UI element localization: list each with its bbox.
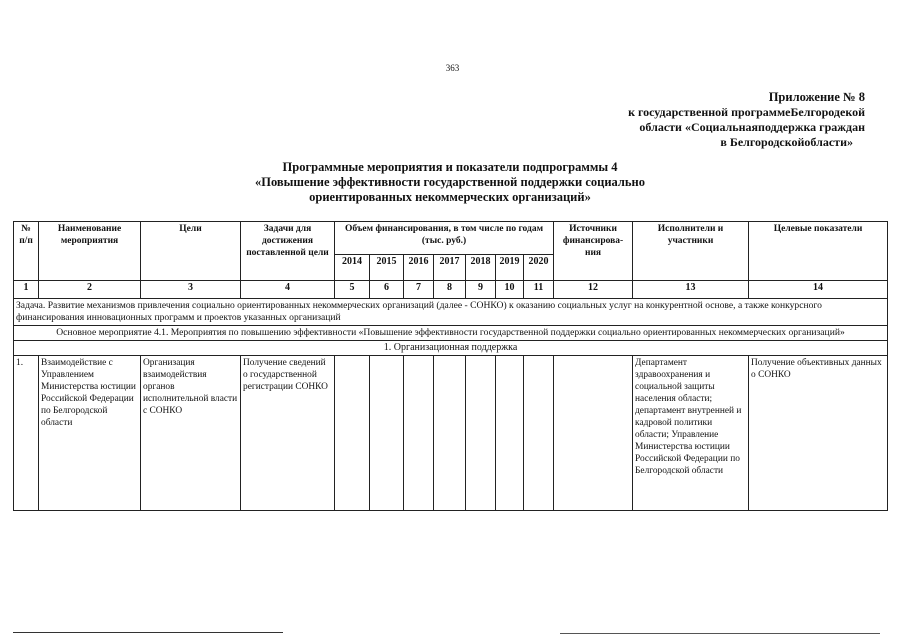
- header-tasks: Задачи для достижения поставленной цели: [241, 222, 335, 281]
- document-title: [200, 160, 700, 205]
- appendix-line-1: Приложение № 8: [768, 90, 865, 104]
- column-number: 11: [524, 281, 554, 299]
- appendix-line-4: в Белгородскойобласти»: [720, 135, 853, 149]
- appendix-line-2: к государственной программеБелгородекой: [628, 105, 865, 119]
- row-num: 1.: [14, 356, 39, 511]
- year-cell: 2014: [335, 255, 370, 281]
- main-event-row: Основное мероприятие 4.1. Мероприятия по повышению эффективности «Повышение эффективности государственной поддержки социально ориентированных некоммерческих организаций»: [14, 326, 888, 341]
- column-number: 3: [141, 281, 241, 299]
- table-row: [14, 356, 888, 511]
- section-row: 1. Организационная поддержка: [14, 341, 888, 356]
- footer-rule-left: [13, 632, 283, 633]
- header-goals: Цели: [141, 222, 241, 281]
- year-cell: 2016: [404, 255, 434, 281]
- footer-rule-right: [560, 633, 880, 634]
- funding-cell: [524, 356, 554, 511]
- header-num: № п/п: [14, 222, 39, 281]
- row-name: Взаимодействие с Управлением Министерства юстиции Российской Федерации по Белгородской области: [39, 356, 141, 511]
- sources-cell: [554, 356, 633, 511]
- column-number: 13: [633, 281, 749, 299]
- column-number: 2: [39, 281, 141, 299]
- row-goal: Организация взаимодействия органов исполнительной власти с СОНКО: [141, 356, 241, 511]
- funding-cell: [466, 356, 496, 511]
- header-name: Наименование мероприятия: [39, 222, 141, 281]
- page-number: 363: [445, 63, 460, 73]
- year-cell: 2015: [370, 255, 404, 281]
- program-table: [13, 221, 888, 511]
- column-number: 6: [370, 281, 404, 299]
- column-number: 7: [404, 281, 434, 299]
- title-line-2: «Повышение эффективности государственной поддержки социально: [255, 175, 645, 189]
- funding-cell: [496, 356, 524, 511]
- funding-cell: [404, 356, 434, 511]
- row-indicator: Получение объективных данных о СОНКО: [749, 356, 888, 511]
- title-line-3: ориентированных некоммерческих организаций»: [309, 190, 591, 204]
- header-executors: Исполнители и участники: [633, 222, 749, 281]
- column-number: 12: [554, 281, 633, 299]
- header-sources: Источники финансирова-ния: [554, 222, 633, 281]
- task-row: Задача. Развитие механизмов привлечения социально ориентированных некоммерческих организаций (далее - СОНКО) к оказанию социальных услуг на конкурентной основе, а также конкурсного финансирования инновационных программ и проектов указанных организаций: [14, 299, 888, 326]
- title-line-1: Программные мероприятия и показатели подпрограммы 4: [282, 160, 618, 174]
- year-cell: 2018: [466, 255, 496, 281]
- column-number: 1: [14, 281, 39, 299]
- column-number: 5: [335, 281, 370, 299]
- column-number: 9: [466, 281, 496, 299]
- header-indicators: Целевые показатели: [749, 222, 888, 281]
- row-task: Получение сведений о государственной регистрации СОНКО: [241, 356, 335, 511]
- funding-cell: [370, 356, 404, 511]
- column-number: 4: [241, 281, 335, 299]
- year-cell: 2017: [434, 255, 466, 281]
- header-funding: Объем финансирования, в том числе по годам (тыс. руб.): [335, 222, 554, 255]
- funding-cell: [335, 356, 370, 511]
- funding-cell: [434, 356, 466, 511]
- year-cell: 2020: [524, 255, 554, 281]
- column-number: 14: [749, 281, 888, 299]
- year-cell: 2019: [496, 255, 524, 281]
- column-number: 10: [496, 281, 524, 299]
- column-number: 8: [434, 281, 466, 299]
- row-executors: Департамент здравоохранения и социальной защиты населения области; департамент внутренней и кадровой политики области; Управление Министерства юстиции Российской Федерации по Белгородской области: [633, 356, 749, 511]
- appendix-line-3: области «Социальнаяподдержка граждан: [639, 120, 865, 134]
- appendix-header: [605, 90, 865, 150]
